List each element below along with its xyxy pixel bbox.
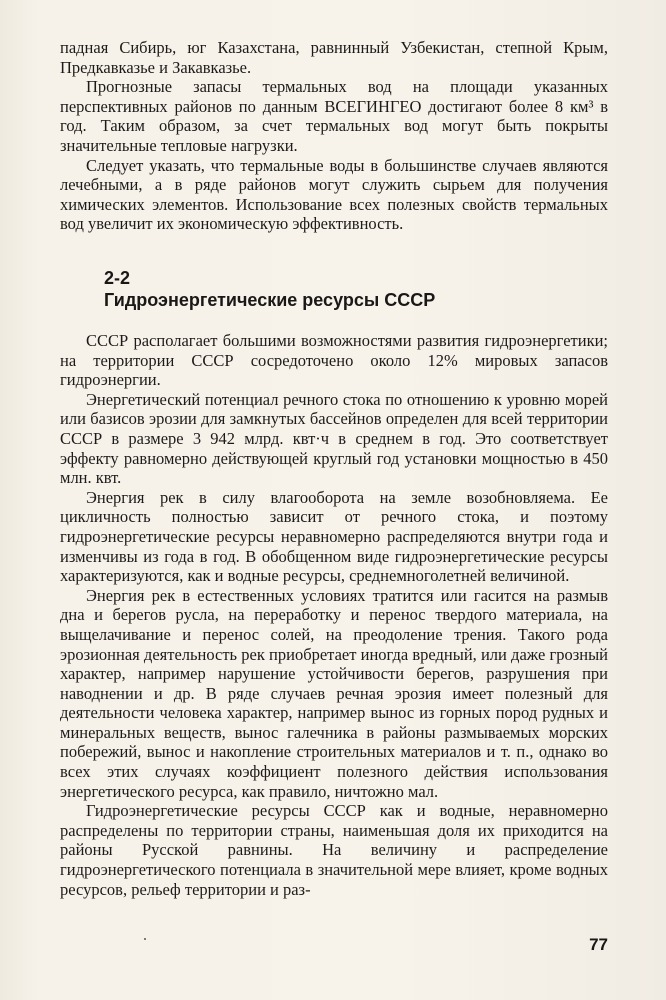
- paragraph: падная Сибирь, юг Казахстана, равнинный Узбекистан, степной Крым, Предкавказье и Закавказье.: [60, 38, 608, 77]
- paragraph: Прогнозные запасы термальных вод на площади указанных перспективных районов по данным ВСЕГИНГЕО достигают более 8 км³ в год. Таким образом, за счет термальных вод могут быть покрыты значительные тепловые нагрузки.: [60, 77, 608, 155]
- paragraph: Следует указать, что термальные воды в большинстве случаев являются лечебными, а в ряде районов могут служить сырьем для получения химических элементов. Использование всех полезных свойств термальных вод увеличит их экономическую эффективность.: [60, 155, 608, 234]
- section-title: Гидроэнергетические ресурсы СССР: [104, 290, 436, 310]
- print-speck: [144, 938, 146, 940]
- paragraph: СССР располагает большими возможностями развития гидроэнергетики; на территории СССР сосредоточено около 12% мировых запасов гидроэнергии.: [60, 331, 608, 390]
- paragraph: Гидроэнергетические ресурсы СССР как и водные, неравномерно распределены по территории страны, наименьшая доля их приходится на районы Русской равнины. На величину и распределение гидроэнергетического потенциала в значительной мере влияет, кроме водных ресурсов, рельеф территории и раз-: [60, 801, 608, 899]
- paragraph: Энергия рек в силу влагооборота на земле возобновляема. Ее цикличность полностью зависит от речного стока, и поэтому гидроэнергетические ресурсы неравномерно распределяются внутри года и изменчивы из года в год. В обобщенном виде гидроэнергетические ресурсы характеризуются, как и водные ресурсы, среднемноголетней величиной.: [60, 487, 608, 586]
- paragraph: Энергия рек в естественных условиях тратится или гасится на размыв дна и берегов русла, на переработку и перенос твердого материала, на выщелачивание и перенос солей, на преодоление трения. Такого рода эрозионная деятельность рек приобретает иногда вредный, или даже грозный характер, например нарушение устойчивости берегов, разрушения при наводнении и др. В ряде случаев речная эрозия имеет полезный для деятельности человека характер, например вынос из горных пород рудных и минеральных веществ, вынос галечника в районы размываемых морских побережий, вынос и накопление строительных материалов и т. п., однако во всех этих случаях коэффициент полезного действия использования энергетического ресурса, как правило, ничтожно мал.: [60, 585, 608, 801]
- intro-text-block: [60, 38, 608, 234]
- paragraph: Энергетический потенциал речного стока по отношению к уровню морей или базисов эрозии для замкнутых бассейнов определен для всей территории СССР в размере 3 942 млрд. квт·ч в среднем в год. Это соответствует эффекту равномерно действующей круглый год установки мощностью в 450 млн. квт.: [60, 389, 608, 488]
- section-text-block: [60, 331, 608, 899]
- section-number: 2-2: [104, 268, 131, 288]
- page-number: 77: [589, 935, 608, 954]
